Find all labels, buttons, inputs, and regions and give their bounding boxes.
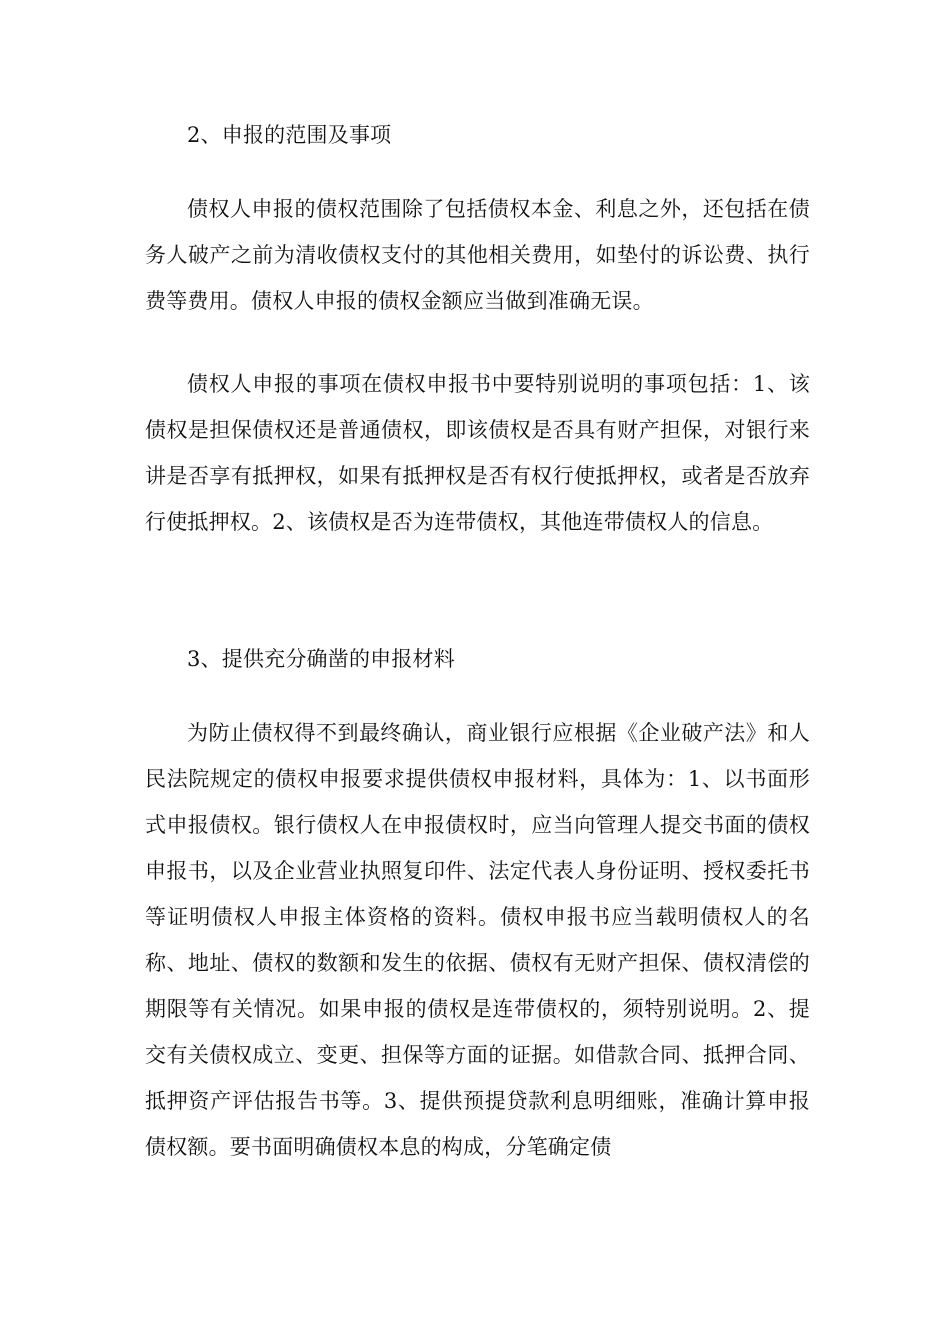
paragraph-claim-matters: 债权人申报的事项在债权申报书中要特别说明的事项包括：1、该债权是担保债权还是普通债权，即该债权是否具有财产担保，对银行来讲是否享有抵押权，如果有抵押权是否有权行使抵押权，或者是否放弃行使抵押权。2、该债权是否为连带债权，其他连带债权人的信息。 bbox=[145, 372, 810, 534]
section-heading-scope-and-matters: 2、申报的范围及事项 bbox=[187, 123, 392, 147]
paragraph-claim-materials: 为防止债权得不到最终确认，商业银行应根据《企业破产法》和人民法院规定的债权申报要求提供债权申报材料，具体为：1、以书面形式申报债权。银行债权人在申报债权时，应当向管理人提交书面的债权申报书，以及企业营业执照复印件、法定代表人身份证明、授权委托书等证明债权人申报主体资格的资料。债权申报书应当载明债权人的名称、地址、债权的数额和发生的依据、债权有无财产担保、债权清偿的期限等有关情况。如果申报的债权是连带债权的，须特别说明。2、提交有关债权成立、变更、担保等方面的证据。如借款合同、抵押合同、抵押资产评估报告书等。3、提供预提贷款利息明细账，准确计算申报债权额。要书面明确债权本息的构成，分笔确定债 bbox=[145, 721, 810, 1159]
paragraph-claim-scope: 债权人申报的债权范围除了包括债权本金、利息之外，还包括在债务人破产之前为清收债权支付的其他相关费用，如垫付的诉讼费、执行费等费用。债权人申报的债权金额应当做到准确无误。 bbox=[145, 197, 810, 313]
section-heading-materials: 3、提供充分确凿的申报材料 bbox=[187, 647, 455, 671]
